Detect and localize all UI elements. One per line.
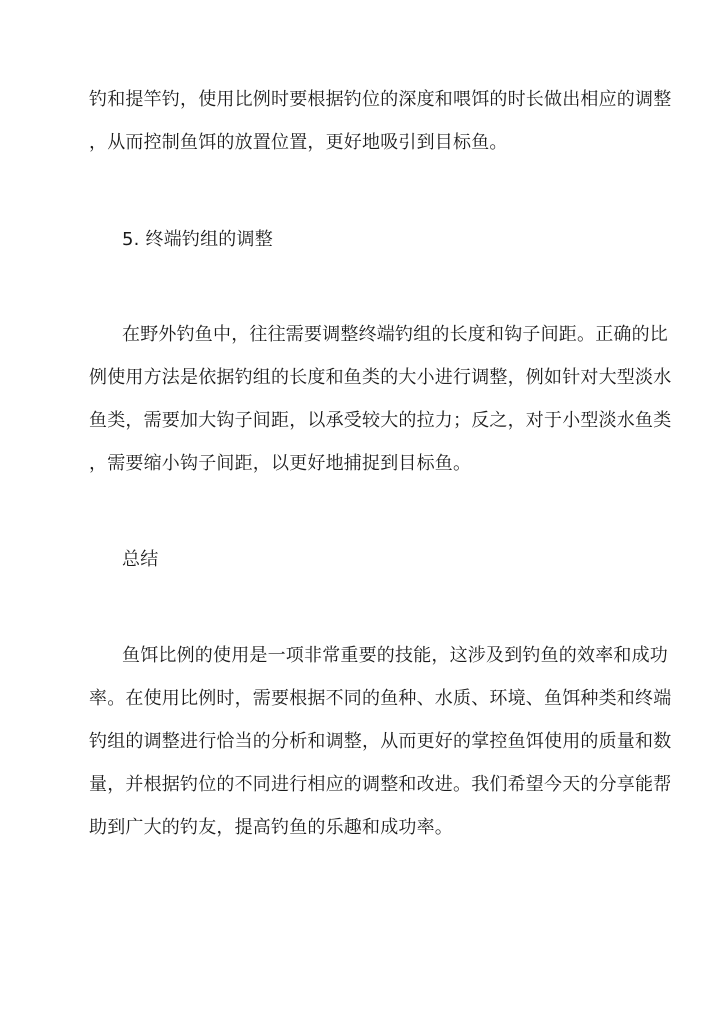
paragraph-line: 钓和提竿钓，使用比例时要根据钓位的深度和喂饵的时长做出相应的调整 xyxy=(89,89,672,110)
paragraph-line: 助到广大的钓友，提高钓鱼的乐趣和成功率。 xyxy=(89,817,453,838)
section-heading: 5. 终端钓组的调整 xyxy=(122,229,273,250)
summary-heading: 总结 xyxy=(122,549,159,570)
paragraph-line: ，需要缩小钩子间距，以更好地捕捉到目标鱼。 xyxy=(89,453,472,474)
paragraph-line: ，从而控制鱼饵的放置位置，更好地吸引到目标鱼。 xyxy=(89,132,508,153)
paragraph-line: 例使用方法是依据钓组的长度和鱼类的大小进行调整，例如针对大型淡水 xyxy=(89,367,672,388)
paragraph-line: 钓组的调整进行恰当的分析和调整，从而更好的掌控鱼饵使用的质量和数 xyxy=(89,731,672,752)
paragraph-line: 鱼类，需要加大钩子间距，以承受较大的拉力；反之，对于小型淡水鱼类 xyxy=(89,410,672,431)
paragraph-line: 量，并根据钓位的不同进行相应的调整和改进。我们希望今天的分享能帮 xyxy=(89,774,672,795)
paragraph-line: 在野外钓鱼中，往往需要调整终端钓组的长度和钩子间距。正确的比 xyxy=(122,324,668,345)
paragraph-line: 率。在使用比例时，需要根据不同的鱼种、水质、环境、鱼饵种类和终端 xyxy=(89,688,672,709)
paragraph-line: 鱼饵比例的使用是一项非常重要的技能，这涉及到钓鱼的效率和成功 xyxy=(122,645,668,666)
